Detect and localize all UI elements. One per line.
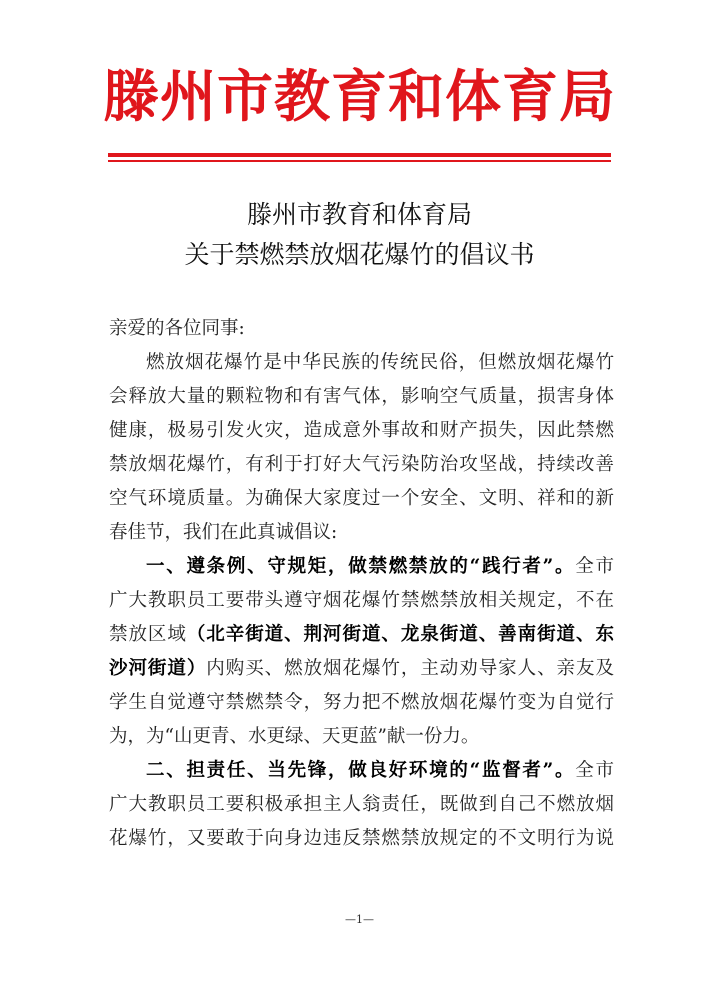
item-1-line: 学生自觉遵守禁燃禁令，努力把不燃放烟花爆竹变为自觉行 (109, 692, 614, 713)
document-title-line-1: 滕州市教育和体育局 (246, 200, 472, 229)
intro-line: 禁放烟花爆竹，有利于打好大气污染防治攻坚战，持续改善 (109, 454, 614, 475)
intro-line: 健康，极易引发火灾，造成意外事故和财产损失，因此禁燃 (109, 420, 614, 441)
item-2-heading: 二、担责任、当先锋，做良好环境的“监督者”。 (146, 760, 576, 781)
item-1-line (109, 550, 614, 584)
item-1-text: 全市 (575, 556, 614, 577)
item-1-line: 为，为“山更青、水更绿、天更蓝”献一份力。 (109, 726, 480, 747)
item-2-line: 花爆竹，又要敢于向身边违反禁燃禁放规定的不文明行为说 (109, 828, 614, 849)
document-title-line-2: 关于禁燃禁放烟花爆竹的倡议书 (184, 240, 535, 269)
item-2-line: 广大教职员工要积极承担主人翁责任，既做到自己不燃放烟 (109, 794, 614, 815)
intro-line: 燃放烟花爆竹是中华民族的传统民俗，但燃放烟花爆竹 (146, 352, 614, 373)
item-2-paragraph (109, 754, 614, 856)
item-1-paragraph (109, 550, 614, 754)
greeting: 亲爱的各位同事: (109, 318, 245, 339)
item-1-heading: 一、遵条例、守规矩，做禁燃禁放的“践行者”。 (146, 556, 576, 577)
item-1-line (109, 618, 614, 652)
letterhead-title: 滕州市教育和体育局 (103, 64, 616, 130)
intro-line: 空气环境质量。为确保大家度过一个安全、文明、祥和的新 (109, 488, 614, 509)
item-1-line (109, 652, 614, 686)
item-1-text: 禁放区域 (109, 624, 187, 645)
intro-line: 会释放大量的颗粒物和有害气体，影响空气质量，损害身体 (109, 386, 614, 407)
intro-paragraph (109, 346, 614, 550)
intro-line: 春佳节，我们在此真诚倡议: (109, 522, 338, 543)
letterhead-rule-thin (108, 160, 611, 162)
item-1-text: 内购买、燃放烟花爆竹，主动劝导家人、亲友及 (206, 658, 614, 679)
item-1-district-list: 沙河街道） (109, 658, 207, 679)
item-2-text: 全市 (575, 760, 614, 781)
letterhead-rule-thick (108, 153, 611, 157)
item-1-line: 广大教职员工要带头遵守烟花爆竹禁燃禁放相关规定，不在 (109, 590, 614, 611)
page-number: —1— (345, 913, 374, 926)
item-1-district-list: （北辛街道、荆河街道、龙泉街道、善南街道、东 (186, 624, 614, 645)
item-2-line (109, 754, 614, 788)
